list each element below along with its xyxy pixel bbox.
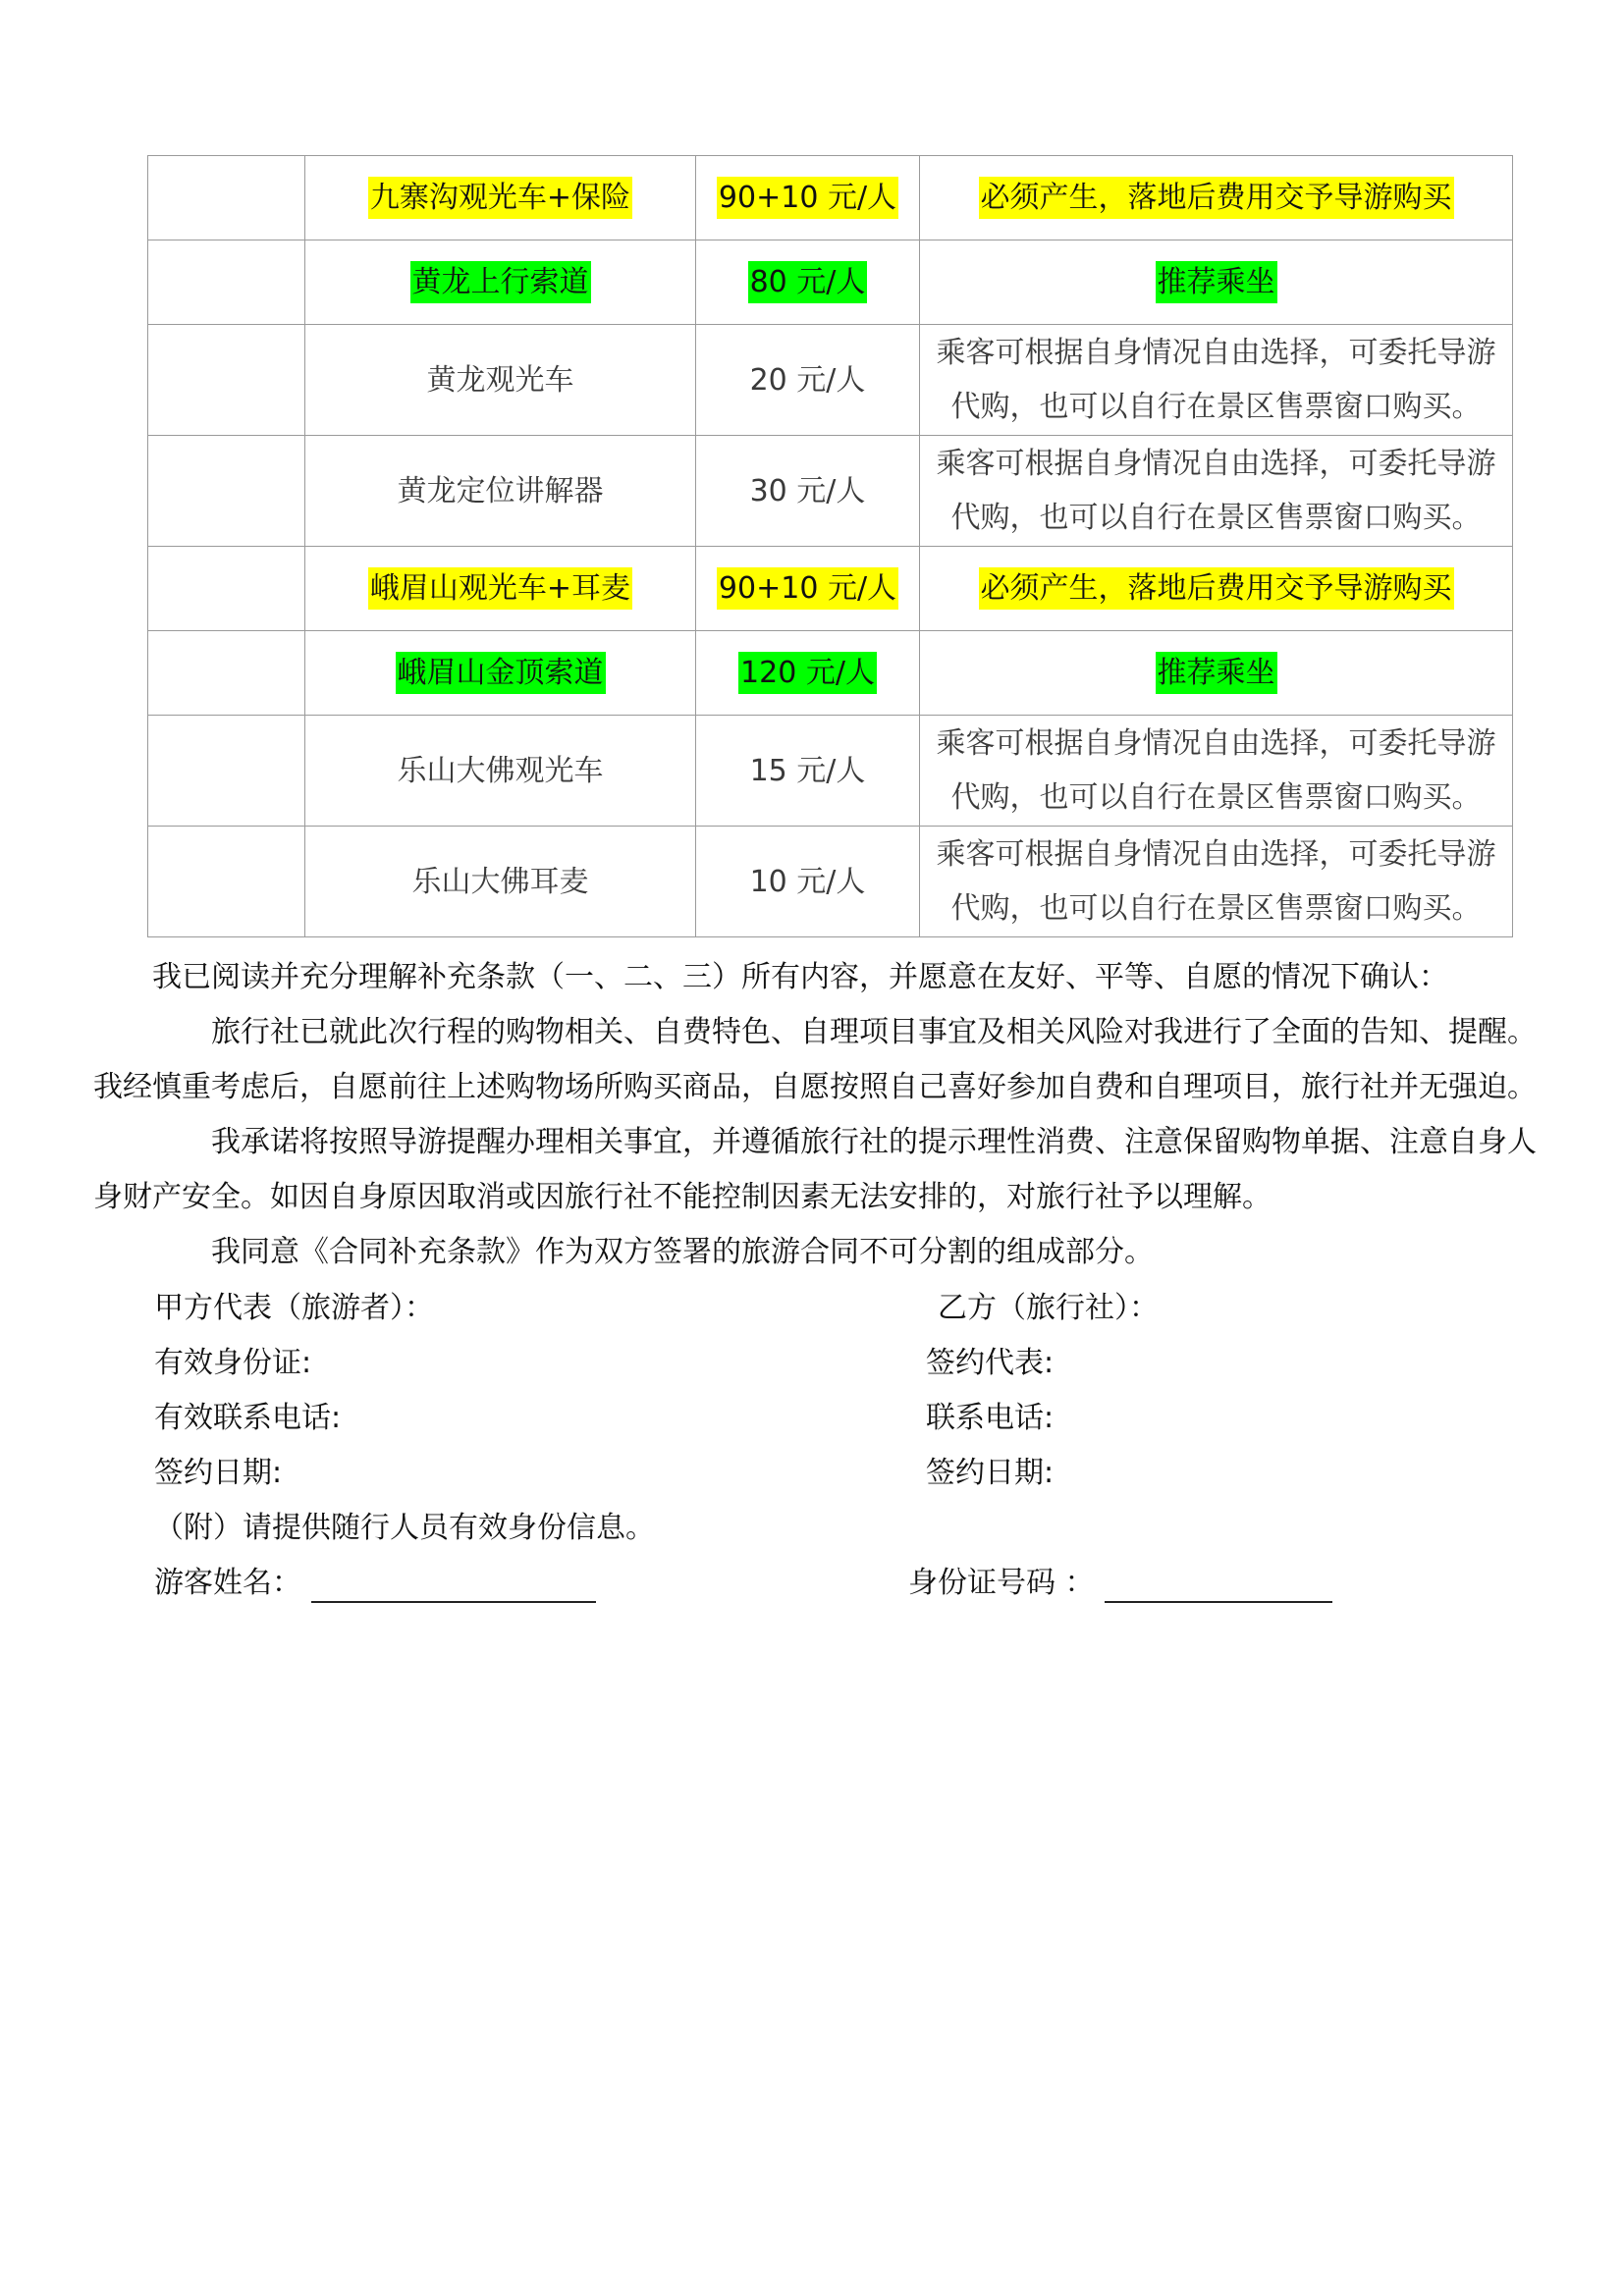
item-cell (305, 436, 696, 547)
tourist-name-line[interactable] (311, 1570, 596, 1603)
item-cell (305, 827, 696, 937)
item-cell (305, 240, 696, 325)
item-note-line1: 乘客可根据自身情况自由选择，可委托导游 (936, 726, 1496, 761)
item-note: 必须产生，落地后费用交予导游购买 (979, 567, 1454, 610)
item-note-line1: 乘客可根据自身情况自由选择，可委托导游 (936, 336, 1496, 370)
table-row (148, 156, 1513, 240)
table-cell-blank (148, 156, 305, 240)
table-cell-blank (148, 716, 305, 827)
appendix-note: （附）请提供随行人员有效身份信息。 (154, 1511, 655, 1545)
note-cell (920, 547, 1513, 631)
note-cell (920, 156, 1513, 240)
item-cell (305, 547, 696, 631)
table-row (148, 716, 1513, 827)
id-number-line[interactable] (1105, 1570, 1332, 1603)
date-b-label: 签约日期: (926, 1456, 1055, 1490)
item-note-line1: 乘客可根据自身情况自由选择，可委托导游 (936, 447, 1496, 481)
item-name: 乐山大佛观光车 (397, 753, 604, 788)
table-row (148, 240, 1513, 325)
table-row (148, 547, 1513, 631)
id-number-label: 身份证号码 ： (908, 1566, 1095, 1600)
item-name: 九寨沟观光车+保险 (368, 177, 632, 219)
item-name: 峨眉山金顶索道 (396, 652, 606, 694)
item-cell (305, 631, 696, 716)
price-cell (696, 827, 920, 937)
item-note-line1: 乘客可根据自身情况自由选择，可委托导游 (936, 837, 1496, 872)
item-name: 黄龙观光车 (426, 362, 574, 398)
item-price: 10 元/人 (749, 864, 866, 899)
item-note: 推荐乘坐 (1156, 261, 1277, 303)
item-name: 峨眉山观光车+耳麦 (368, 567, 632, 610)
note-cell (920, 240, 1513, 325)
table-cell-blank (148, 827, 305, 937)
item-cell (305, 156, 696, 240)
confirm-statement: 我已阅读并充分理解补充条款（一、二、三）所有内容，并愿意在友好、平等、自愿的情况下确认： (152, 960, 1448, 994)
item-cell (305, 325, 696, 436)
sign-rep-label: 签约代表: (926, 1346, 1055, 1380)
item-price: 15 元/人 (749, 753, 866, 788)
price-cell (696, 547, 920, 631)
date-a-label: 签约日期: (154, 1456, 283, 1490)
paragraph-commitment: 我承诺将按照导游提醒办理相关事宜，并遵循旅行社的提示理性消费、注意保留购物单据、注意自身人身财产安全。如因自身原因取消或因旅行社不能控制因素无法安排的，对旅行社予以理解。 (93, 1125, 1537, 1214)
item-name: 乐山大佛耳麦 (411, 864, 589, 899)
item-note-line2: 代购，也可以自行在景区售票窗口购买。 (950, 501, 1482, 535)
phone-a-label: 有效联系电话: (154, 1401, 342, 1435)
table-row (148, 436, 1513, 547)
table-row (148, 631, 1513, 716)
table-cell-blank (148, 240, 305, 325)
item-price: 90+10 元/人 (717, 567, 898, 610)
note-cell (920, 325, 1513, 436)
fees-table (147, 155, 1513, 937)
party-b-label: 乙方（旅行社）： (938, 1291, 1159, 1325)
price-cell (696, 716, 920, 827)
table-cell-blank (148, 325, 305, 436)
item-price: 120 元/人 (738, 652, 877, 694)
item-note-line2: 代购，也可以自行在景区售票窗口购买。 (950, 780, 1482, 815)
item-note-line2: 代购，也可以自行在景区售票窗口购买。 (950, 891, 1482, 926)
note-cell (920, 827, 1513, 937)
item-price: 20 元/人 (749, 362, 866, 398)
table-cell-blank (148, 436, 305, 547)
phone-b-label: 联系电话: (926, 1401, 1055, 1435)
item-note: 推荐乘坐 (1156, 652, 1277, 694)
item-name: 黄龙定位讲解器 (397, 473, 604, 508)
table-cell-blank (148, 631, 305, 716)
paragraph-notification: 旅行社已就此次行程的购物相关、自费特色、自理项目事宜及相关风险对我进行了全面的告知、提醒。我经慎重考虑后，自愿前往上述购物场所购买商品，自愿按照自己喜好参加自费和自理项目，旅行社并无强迫。 (93, 1015, 1537, 1104)
table-row (148, 827, 1513, 937)
item-note: 必须产生，落地后费用交予导游购买 (979, 177, 1454, 219)
item-cell (305, 716, 696, 827)
price-cell (696, 325, 920, 436)
item-price: 30 元/人 (749, 473, 866, 508)
tourist-name-label: 游客姓名： (154, 1566, 301, 1600)
tourist-name-field (154, 1564, 596, 1603)
item-name: 黄龙上行索道 (410, 261, 591, 303)
note-cell (920, 716, 1513, 827)
item-note-line2: 代购，也可以自行在景区售票窗口购买。 (950, 390, 1482, 424)
price-cell (696, 240, 920, 325)
item-price: 90+10 元/人 (717, 177, 898, 219)
id-card-label: 有效身份证: (154, 1346, 312, 1380)
price-cell (696, 436, 920, 547)
table-row (148, 325, 1513, 436)
price-cell (696, 156, 920, 240)
note-cell (920, 436, 1513, 547)
price-cell (696, 631, 920, 716)
table-cell-blank (148, 547, 305, 631)
item-price: 80 元/人 (748, 261, 868, 303)
party-a-label: 甲方代表（旅游者）： (154, 1291, 434, 1325)
note-cell (920, 631, 1513, 716)
paragraph-agreement: 我同意《合同补充条款》作为双方签署的旅游合同不可分割的组成部分。 (211, 1235, 1154, 1269)
id-number-field (908, 1564, 1332, 1603)
